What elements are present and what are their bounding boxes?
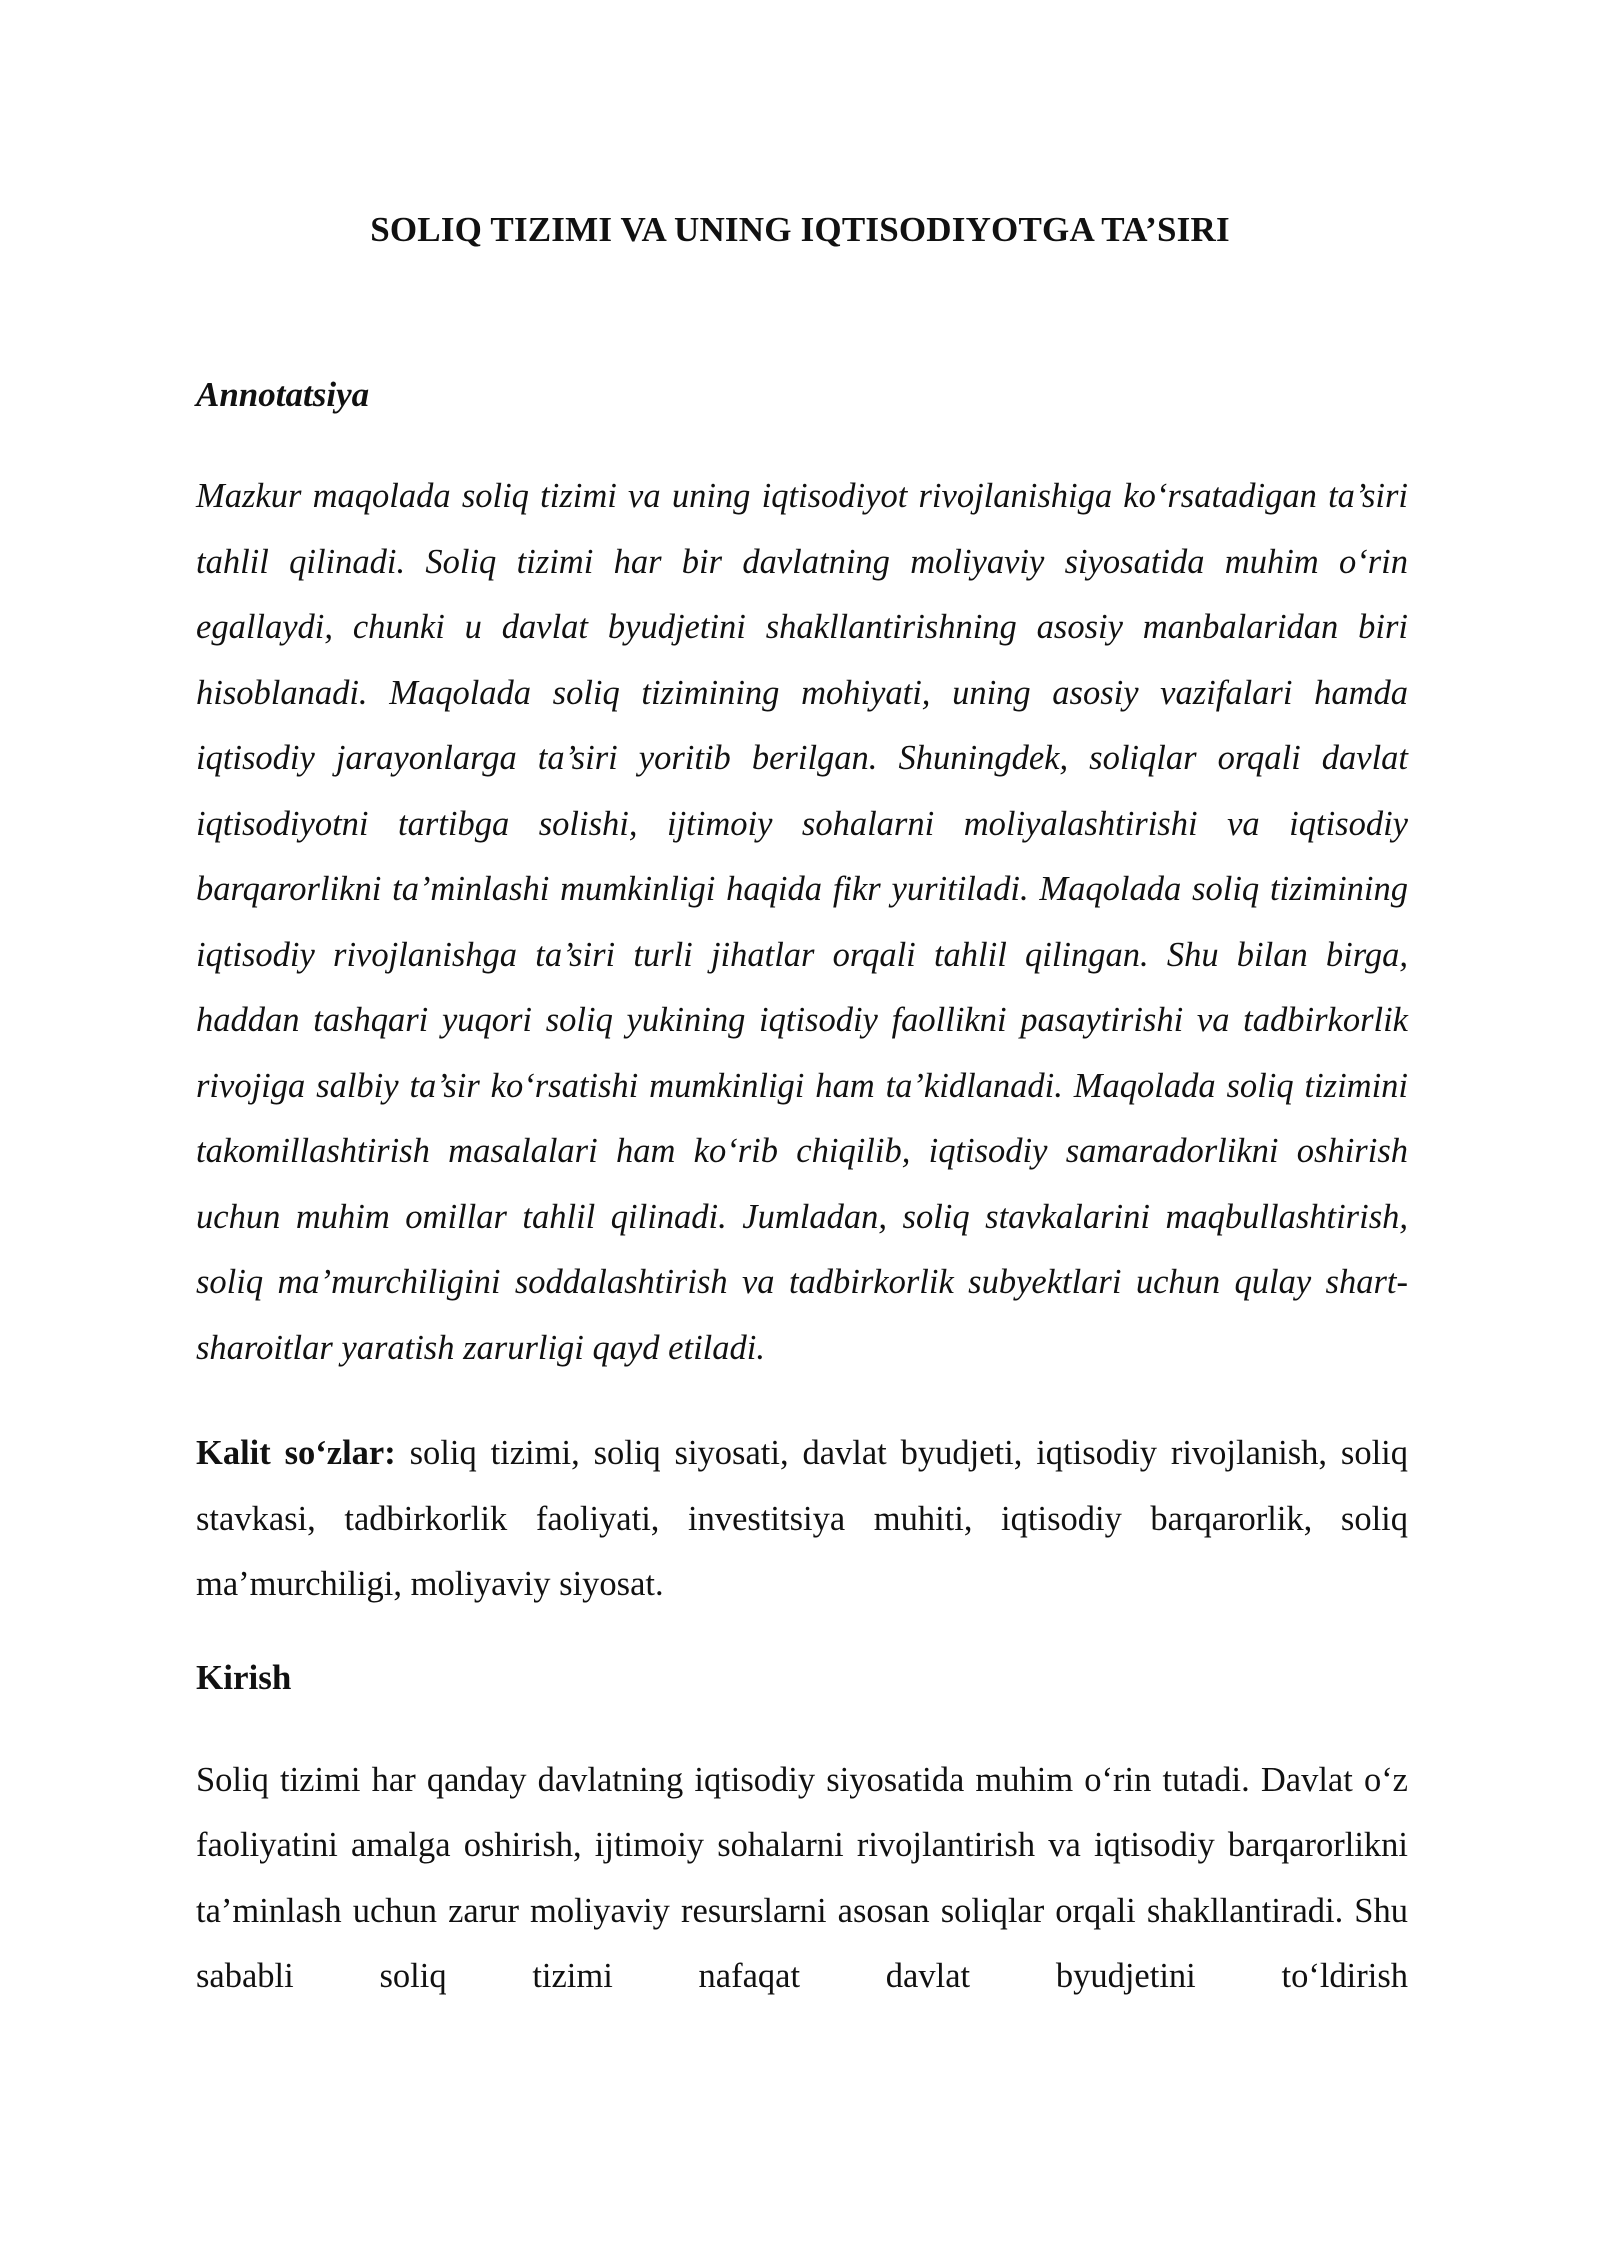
document-body [196,370,1408,2010]
page-title: SOLIQ TIZIMI VA UNING IQTISODIYOTGA TA’SIRI [370,210,1230,249]
keywords-label: Kalit so‘zlar: [196,1434,396,1472]
introduction-text: Soliq tizimi har qanday davlatning iqtisodiy siyosatida muhim o‘rin tutadi. Davlat o‘z faoliyatini amalga oshirish, ijtimoiy sohalarni rivojlantirish va iqtisodiy barqarorlikni ta’minlash uchun zarur moliyaviy resurslarni asosan soliqlar orqali shakllantiradi. Shu sababli soliq tizimi nafaqat davlat byudjetini to‘ldirish [196,1760,1408,1995]
keywords-paragraph [196,1421,1408,1618]
introduction-heading: Kirish [196,1657,292,1697]
annotation-heading: Annotatsiya [196,375,370,414]
annotation-text: Mazkur maqolada soliq tizimi va uning iqtisodiyot rivojlanishiga ko‘rsatadigan ta’siri tahlil qilinadi. Soliq tizimi har bir davlatning moliyaviy siyosatida muhim o‘rin egallaydi, chunki u davlat byudjetini shakllantirishning asosiy manbalaridan biri hisoblanadi. Maqolada soliq tizimining mohiyati, uning asosiy vazifalari hamda iqtisodiy jarayonlarga ta’siri yoritib berilgan. Shuningdek, soliqlar orqali davlat iqtisodiyotni tartibga solishi, ijtimoiy sohalarni moliyalashtirishi va iqtisodiy barqarorlikni ta’minlashi mumkinligi haqida fikr yuritiladi. Maqolada soliq tizimining iqtisodiy rivojlanishga ta’siri turli jihatlar orqali tahlil qilingan. Shu bilan birga, haddan tashqari yuqori soliq yukining iqtisodiy faollikni pasaytirishi va tadbirkorlik rivojiga salbiy ta’sir ko‘rsatishi mumkinligi ham ta’kidlanadi. Maqolada soliq tizimini takomillashtirish masalalari ham ko‘rib chiqilib, iqtisodiy samaradorlikni oshirish uchun muhim omillar tahlil qilinadi. Jumladan, soliq stavkalarini maqbullashtirish, soliq ma’murchiligini soddalashtirish va tadbirkorlik subyektlari uchun qulay shart-sharoitlar yaratish zarurligi qayd etiladi. [196,477,1408,1367]
keywords-text: soliq tizimi, soliq siyosati, davlat byudjeti, iqtisodiy rivojlanish, soliq stavkasi, tadbirkorlik faoliyati, investitsiya muhiti, iqtisodiy barqarorlik, soliq ma’murchiligi, moliyaviy siyosat. [196,1434,1408,1603]
